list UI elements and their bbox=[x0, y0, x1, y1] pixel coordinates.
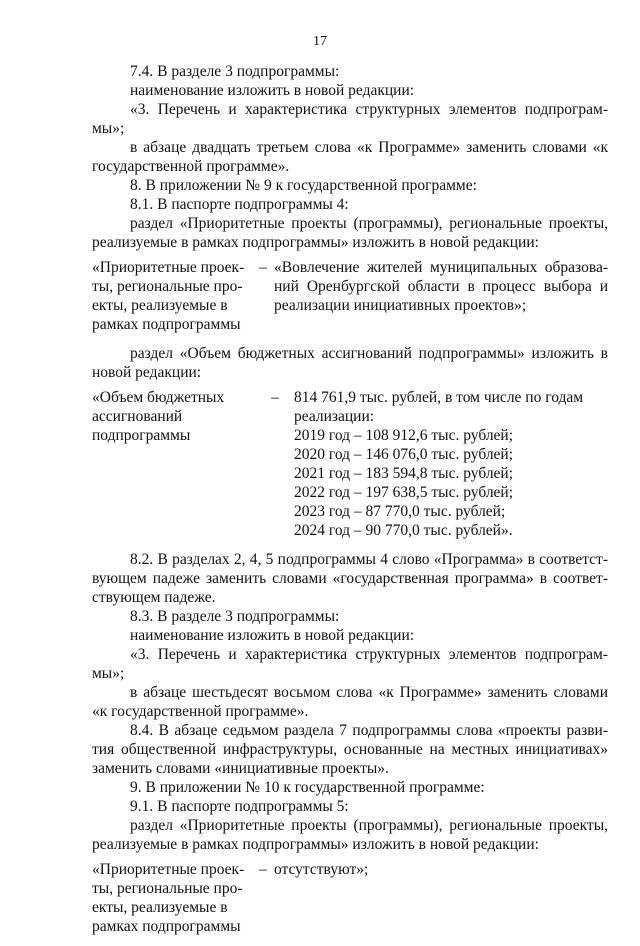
passport-row-priority-projects-5 bbox=[92, 860, 608, 936]
paragraph: 8.4. В абзаце седьмом раздела 7 подпрограммы слова «проекты разви-тия общественной инфраструктуры, основанные на местных инициативах» заменить словами «инициативные проекты». bbox=[92, 722, 608, 777]
paragraph: 8.2. В разделах 2, 4, 5 подпрограммы 4 слово «Программа» в соответст-вующем падеже заменить словами «государственная программа» в соответ-ствующем падеже. bbox=[92, 551, 608, 606]
paragraph: 7.4. В разделе 3 подпрограммы: bbox=[130, 63, 340, 80]
passport-row-budget bbox=[92, 388, 608, 540]
paragraph: «3. Перечень и характеристика структурных элементов подпрограм-мы»; bbox=[92, 101, 608, 137]
paragraph: раздел «Приоритетные проекты (программы), региональные проекты, реализуемые в рамках подпрограммы» изложить в новой редакции: bbox=[92, 817, 608, 853]
row-label: «Приоритетные проек-ты, региональные про-екты, реализуемые в рамках подпрограммы bbox=[92, 259, 245, 333]
paragraph: 8.1. В паспорте подпрограммы 4: bbox=[130, 196, 349, 213]
budget-line: 2024 год – 90 770,0 тыс. рублей». bbox=[294, 522, 513, 539]
passport-row-priority-projects bbox=[92, 258, 608, 334]
row-label: «Объем бюджетных ассигнований подпрограммы bbox=[92, 389, 225, 444]
page-number: 17 bbox=[313, 34, 327, 49]
budget-line: 2020 год – 146 076,0 тыс. рублей; bbox=[294, 446, 514, 463]
row-value bbox=[288, 388, 608, 540]
paragraph: в абзаце двадцать третьем слова «к Программе» заменить словами «к государственной программе». bbox=[92, 139, 608, 175]
row-dash: – bbox=[271, 389, 279, 406]
row-dash: – bbox=[259, 259, 267, 276]
budget-line: 2022 год – 197 638,5 тыс. рублей; bbox=[294, 484, 514, 501]
budget-line: 2019 год – 108 912,6 тыс. рублей; bbox=[294, 427, 514, 444]
row-dash: – bbox=[259, 861, 267, 878]
paragraph: раздел «Объем бюджетных ассигнований подпрограммы» изложить в новой редакции: bbox=[92, 345, 608, 381]
budget-line: реализации: bbox=[294, 408, 375, 425]
row-value: «Вовлечение жителей муниципальных образова-ний Оренбургской области в процесс выбора и реализации инициативных проектов»; bbox=[274, 259, 608, 314]
row-value: отсутствуют»; bbox=[274, 861, 369, 878]
budget-line: 814 761,9 тыс. рублей, в том числе по годам bbox=[294, 389, 584, 406]
budget-line: 2023 год – 87 770,0 тыс. рублей; bbox=[294, 503, 506, 520]
paragraph: 8. В приложении № 9 к государственной программе: bbox=[130, 177, 477, 194]
paragraph: в абзаце шестьдесят восьмом слова «к Программе» заменить словами «к государственной программе». bbox=[92, 684, 608, 720]
paragraph: наименование изложить в новой редакции: bbox=[130, 627, 415, 644]
paragraph: 9.1. В паспорте подпрограммы 5: bbox=[130, 798, 349, 815]
paragraph: раздел «Приоритетные проекты (программы), региональные проекты, реализуемые в рамках подпрограммы» изложить в новой редакции: bbox=[92, 215, 608, 251]
paragraph: наименование изложить в новой редакции: bbox=[130, 82, 415, 99]
row-label: «Приоритетные проек-ты, региональные про-екты, реализуемые в рамках подпрограммы bbox=[92, 861, 245, 935]
document-body bbox=[92, 62, 608, 946]
paragraph: 8.3. В разделе 3 подпрограммы: bbox=[130, 608, 340, 625]
paragraph: «3. Перечень и характеристика структурных элементов подпрограм-мы»; bbox=[92, 646, 608, 682]
paragraph: 9. В приложении № 10 к государственной программе: bbox=[130, 779, 485, 796]
budget-line: 2021 год – 183 594,8 тыс. рублей; bbox=[294, 465, 514, 482]
